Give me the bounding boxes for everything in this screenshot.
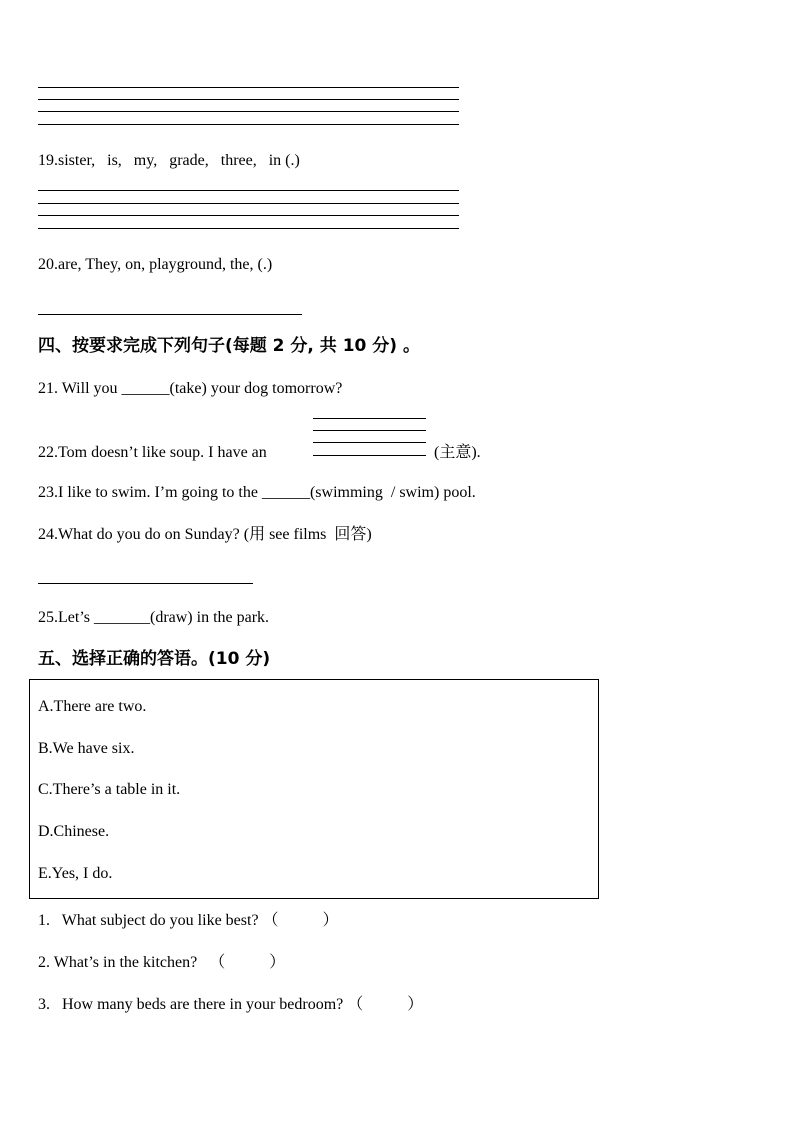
question-22-hint: (主意). [434,444,481,461]
question-24: 24.What do you do on Sunday? (用 see films 回答) [38,526,372,543]
question-2: 2. What’s in the kitchen? （ ） [38,954,286,971]
question-25: 25.Let’s _______(draw) in the park. [38,609,270,626]
writing-line[interactable] [313,442,426,443]
question-19: 19.sister, is, my, grade, three, in (.) [38,152,300,169]
option-b: B.We have six. [38,740,135,757]
question-20: 20.are, They, on, playground, the, (.) [38,256,273,273]
writing-line[interactable] [313,418,426,419]
section-5-heading: 五、选择正确的答语。(10 分) [38,649,271,669]
writing-line[interactable] [38,203,459,204]
answer-line-24[interactable] [38,583,253,584]
writing-line [38,124,459,125]
answer-line-20[interactable] [38,314,302,315]
writing-line[interactable] [313,455,426,456]
option-a: A.There are two. [38,698,147,715]
writing-line [38,111,459,112]
writing-line [38,99,459,100]
writing-line[interactable] [313,430,426,431]
question-22-text: 22.Tom doesn’t like soup. I have an [38,444,267,461]
question-21: 21. Will you ______(take) your dog tomorrow? [38,380,343,397]
option-d: D.Chinese. [38,823,110,840]
question-1: 1. What subject do you like best? （ ） [38,912,339,929]
writing-line[interactable] [38,190,459,191]
writing-line [38,87,459,88]
writing-line[interactable] [38,215,459,216]
option-e: E.Yes, I do. [38,865,113,882]
question-23: 23.I like to swim. I’m going to the ______(swimming / swim) pool. [38,484,476,501]
question-3: 3. How many beds are there in your bedroom? （ ） [38,996,424,1013]
section-4-heading: 四、按要求完成下列句子(每题 2 分, 共 10 分) 。 [38,336,420,356]
option-c: C.There’s a table in it. [38,781,181,798]
writing-line[interactable] [38,228,459,229]
